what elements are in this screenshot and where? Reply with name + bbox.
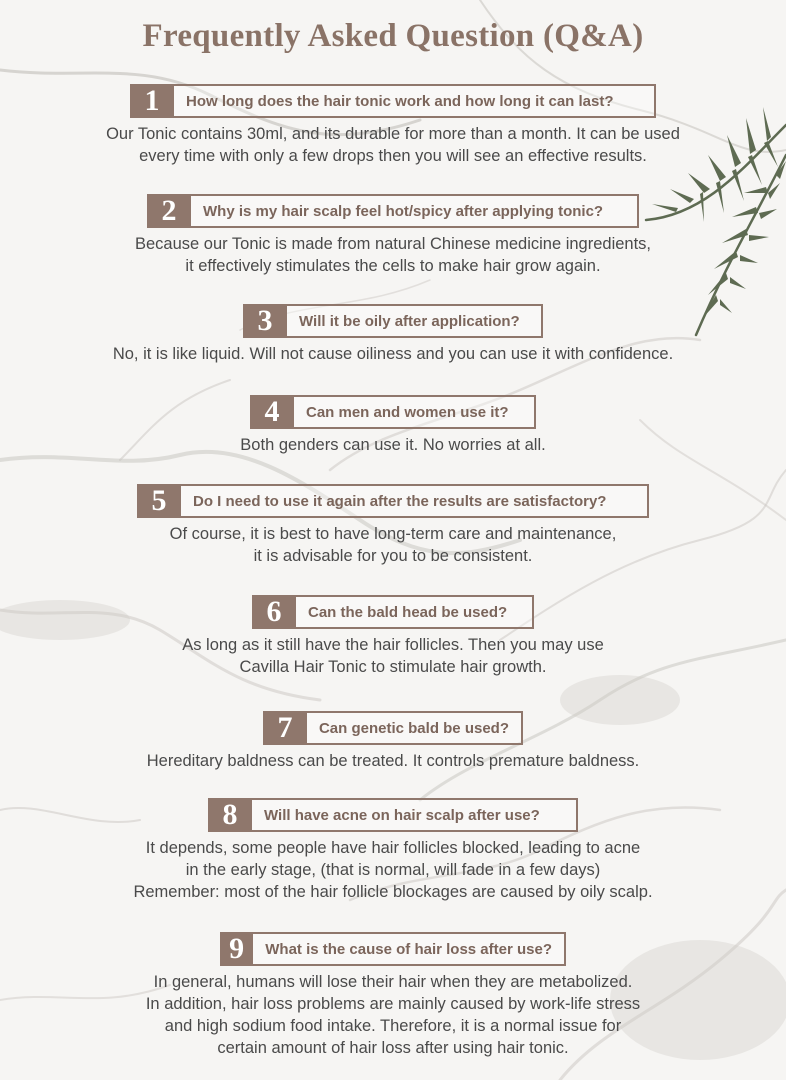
answer-text: Our Tonic contains 30ml, and its durable for more than a month. It can be used every time with only a few drops then you will see an effective results. [106,125,680,165]
faq-item-5 [0,484,786,567]
question-text: Can genetic bald be used? [318,719,509,737]
question-number: 9 [220,932,253,966]
faq-item-1 [0,84,786,167]
question-number: 6 [252,595,296,629]
answer-text: Both genders can use it. No worries at all. [240,436,546,454]
question-text: Can the bald head be used? [308,603,508,621]
question-number: 1 [130,84,174,118]
faq-item-8 [0,798,786,903]
question-text: How long does the hair tonic work and how long it can last? [186,92,614,110]
question-box [208,798,578,832]
question-box [252,595,534,629]
answer-text: Of course, it is best to have long-term care and maintenance, it is advisable for you to be consistent. [169,525,617,565]
question-box [220,932,566,966]
answer-text: As long as it still have the hair follicles. Then you may use Cavilla Hair Tonic to stimulate hair growth. [182,636,604,676]
question-text: Can men and women use it? [306,403,509,421]
question-number: 3 [243,304,287,338]
answer-text: Because our Tonic is made from natural Chinese medicine ingredients, it effectively stimulates the cells to make hair grow again. [134,235,652,275]
question-text: Why is my hair scalp feel hot/spicy after applying tonic? [203,202,604,220]
faq-item-6 [0,595,786,678]
question-text: Will it be oily after application? [299,312,520,330]
answer-text: No, it is like liquid. Will not cause oiliness and you can use it with confidence. [112,345,674,363]
page-title: Frequently Asked Question (Q&A) [142,18,644,54]
question-number: 4 [250,395,294,429]
faq-item-2 [0,194,786,277]
question-box [137,484,649,518]
question-number: 5 [137,484,181,518]
faq-item-9 [0,932,786,1059]
question-box [147,194,639,228]
question-number: 7 [263,711,307,745]
question-box [263,711,523,745]
faq-item-4 [0,395,786,456]
answer-text: In general, humans will lose their hair when they are metabolized. In addition, hair loss problems are mainly caused by work-life stress and high sodium food intake. Therefore, it is a normal issue for certain amount of hair loss after using hair tonic. [145,973,641,1057]
question-box [130,84,656,118]
question-box [243,304,543,338]
question-text: Will have acne on hair scalp after use? [264,806,540,824]
question-text: What is the cause of hair loss after use? [265,940,552,958]
question-number: 2 [147,194,191,228]
question-number: 8 [208,798,252,832]
question-box [250,395,536,429]
question-text: Do I need to use it again after the results are satisfactory? [193,492,607,510]
answer-text: It depends, some people have hair follicles blocked, leading to acne in the early stage, (that is normal, will fade in a few days) Remember: most of the hair follicle blockages are caused by oily scalp. [133,839,653,901]
faq-item-3 [0,304,786,365]
answer-text: Hereditary baldness can be treated. It controls premature baldness. [146,752,640,770]
faq-item-7 [0,711,786,772]
